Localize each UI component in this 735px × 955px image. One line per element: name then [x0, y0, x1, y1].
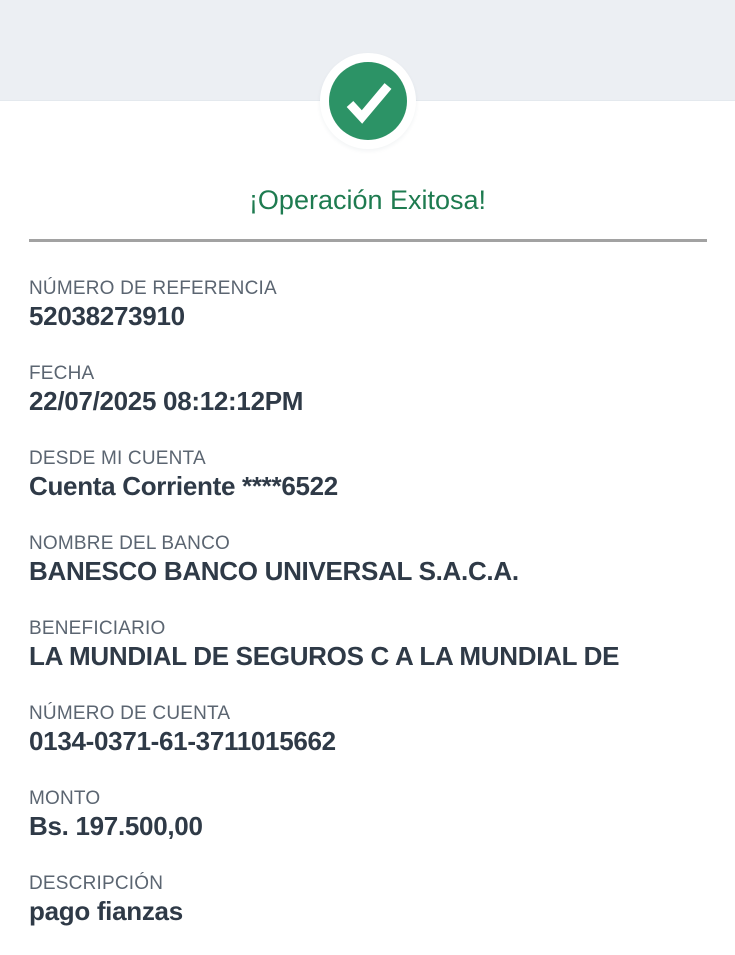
detail-value: 52038273910 [29, 301, 185, 331]
details-list [0, 242, 735, 927]
detail-row-description [29, 872, 707, 927]
detail-value: pago fianzas [29, 896, 183, 926]
detail-value: 22/07/2025 08:12:12PM [29, 386, 304, 416]
detail-label: NÚMERO DE REFERENCIA [29, 278, 277, 299]
detail-label: MONTO [29, 788, 101, 809]
detail-row-date [29, 362, 707, 417]
detail-label: DESDE MI CUENTA [29, 448, 206, 469]
detail-row-beneficiary [29, 617, 707, 672]
detail-value: BANESCO BANCO UNIVERSAL S.A.C.A. [29, 556, 519, 586]
detail-value: 0134-0371-61-3711015662 [29, 726, 336, 756]
detail-value: LA MUNDIAL DE SEGUROS C A LA MUNDIAL DE [29, 641, 620, 671]
detail-row-from-account [29, 447, 707, 502]
detail-row-amount [29, 787, 707, 842]
detail-label: NOMBRE DEL BANCO [29, 533, 230, 554]
detail-value: Bs. 197.500,00 [29, 811, 203, 841]
detail-label: BENEFICIARIO [29, 618, 166, 639]
success-icon [320, 53, 416, 149]
detail-label: FECHA [29, 363, 95, 384]
detail-value: Cuenta Corriente ****6522 [29, 471, 338, 501]
success-title: ¡Operación Exitosa! [248, 185, 487, 215]
detail-label: DESCRIPCIÓN [29, 873, 164, 894]
detail-label: NÚMERO DE CUENTA [29, 703, 231, 724]
detail-row-reference [29, 277, 707, 332]
check-circle-icon [320, 53, 416, 149]
detail-row-account-number [29, 702, 707, 757]
detail-row-bank-name [29, 532, 707, 587]
